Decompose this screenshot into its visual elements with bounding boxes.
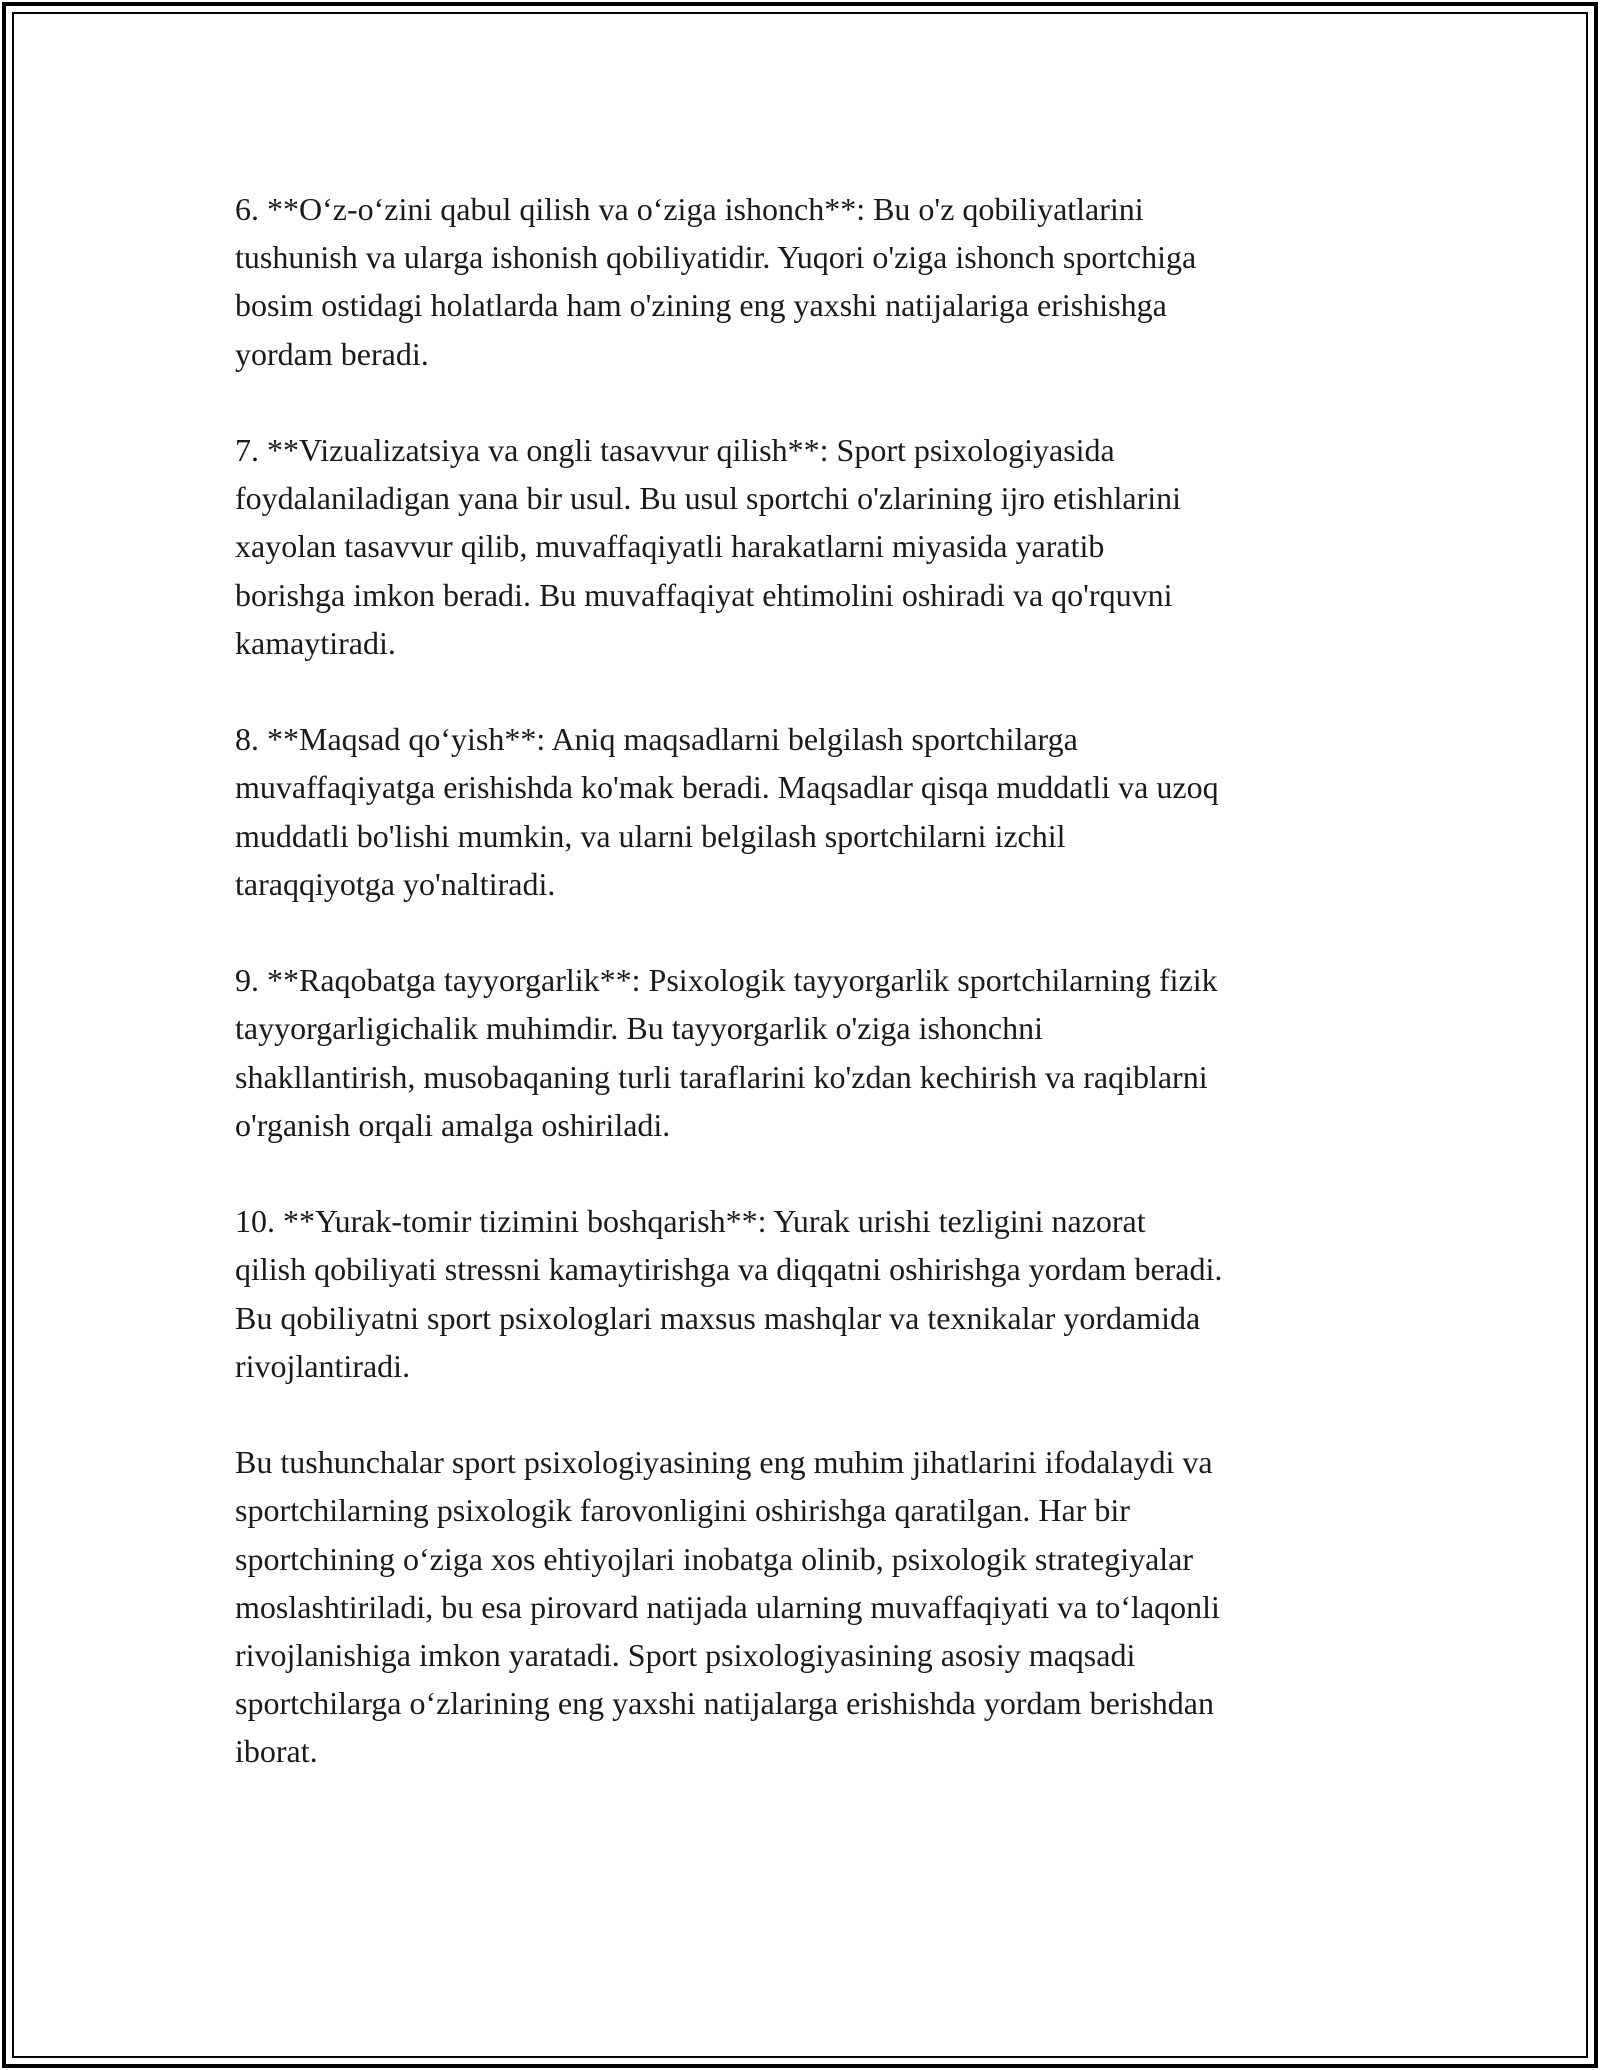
paragraph-item-7: 7. **Vizualizatsiya va ongli tasavvur qilish**: Sport psixologiyasida foydalaniladigan yana bir usul. Bu usul sportchi o'zlarining ijro etishlarini xayolan tasavvur qilib, muvaffaqiyatli harakatlarni miyasida yaratib borishga imkon beradi. Bu muvaffaqiyat ehtimolini oshiradi va qo'rquvni kamaytiradi.: [235, 432, 1182, 661]
document-body: [235, 185, 1385, 1824]
paragraph-item-10: 10. **Yurak-tomir tizimini boshqarish**: Yurak urishi tezligini nazorat qilish qobiliyati stressni kamaytirishga va diqqatni oshirishga yordam beradi. Bu qobiliyatni sport psixologlari maxsus mashqlar va texnikalar yordamida rivojlantiradi.: [235, 1203, 1223, 1384]
paragraph-item-6: 6. **O‘z-o‘zini qabul qilish va o‘ziga ishonch**: Bu o'z qobiliyatlarini tushunish va ularga ishonish qobiliyatidir. Yuqori o'ziga ishonch sportchiga bosim ostidagi holatlarda ham o'zining eng yaxshi natijalariga erishishga yordam beradi.: [235, 191, 1197, 372]
paragraph-item-8: 8. **Maqsad qo‘yish**: Aniq maqsadlarni belgilash sportchilarga muvaffaqiyatga erishishda ko'mak beradi. Maqsadlar qisqa muddatli va uzoq muddatli bo'lishi mumkin, va ularni belgilash sportchilarni izchil taraqqiyotga yo'naltiradi.: [235, 721, 1219, 902]
paragraph-item-9: 9. **Raqobatga tayyorgarlik**: Psixologik tayyorgarlik sportchilarning fizik tayyorgarligichalik muhimdir. Bu tayyorgarlik o'ziga ishonchni shakllantirish, musobaqaning turli taraflarini ko'zdan kechirish va raqiblarni o'rganish orqali amalga oshiriladi.: [235, 962, 1218, 1143]
conclusion-paragraph: Bu tushunchalar sport psixologiyasining eng muhim jihatlarini ifodalaydi va sportchilarning psixologik farovonligini oshirishga qaratilgan. Har bir sportchining o‘ziga xos ehtiyojlari inobatga olinib, psixologik strategiyalar moslashtiriladi, bu esa pirovard natijada ularning muvaffaqiyati va to‘laqonli rivojlanishiga imkon yaratadi. Sport psixologiyasining asosiy maqsadi sportchilarga o‘zlarining eng yaxshi natijalarga erishishda yordam berishdan iborat.: [235, 1444, 1220, 1770]
